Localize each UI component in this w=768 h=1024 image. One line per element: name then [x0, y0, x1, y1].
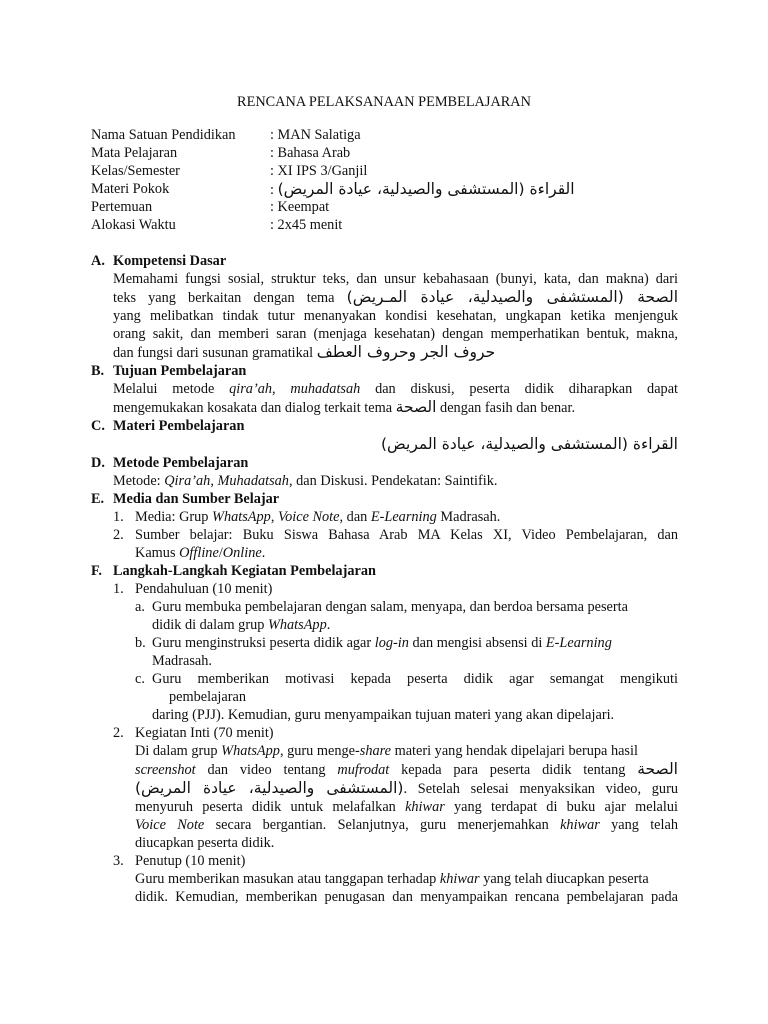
italic-term: khiwar — [560, 817, 600, 833]
italic-term: Muhadatsah — [217, 473, 289, 489]
list-item — [113, 526, 678, 562]
identity-value — [270, 180, 575, 199]
identity-label: Alokasi Waktu — [91, 217, 176, 233]
identity-value: : Keempat — [270, 199, 330, 215]
text-run: yang telah — [611, 817, 678, 833]
arabic-text: (المستشفى والصيدلية، عيادة المريض) — [135, 779, 404, 797]
section-heading — [91, 562, 678, 580]
italic-term: E-Learning — [545, 635, 612, 651]
text-run: Madrasah. — [440, 509, 501, 525]
arabic-text: الصحة — [395, 398, 437, 416]
section-title: Media dan Sumber Belajar — [113, 491, 280, 507]
italic-term: khiwar — [405, 799, 445, 815]
section-materi-pembelajaran — [91, 417, 678, 454]
paragraph-line — [135, 544, 678, 562]
paragraph-line: Madrasah. — [152, 653, 212, 669]
italic-term: WhatsApp — [267, 617, 327, 633]
section-title: Materi Pembelajaran — [113, 418, 245, 434]
paragraph-line — [135, 779, 678, 798]
paragraph-line — [135, 816, 678, 834]
text-run: kepada para peserta didik tentang — [401, 762, 626, 778]
list-letter: c. — [135, 671, 145, 687]
step-title: Pendahuluan (10 menit) — [135, 581, 273, 597]
text-run: menyuruh peserta didik untuk melafalkan — [135, 799, 396, 815]
text-run: dan fungsi dari susunan gramatikal — [113, 345, 314, 361]
arabic-text: الصحة (المستشفى والصيدلية، عيادة المـريض) — [346, 288, 679, 306]
section-letter: F. — [91, 563, 102, 579]
text-run: Guru menginstruksi peserta didik agar — [152, 635, 372, 651]
text-run: dengan fasih dan benar. — [440, 400, 576, 416]
section-letter: A. — [91, 253, 105, 269]
text-run: mengemukakan kosakata dan dialog terkait tema — [113, 400, 393, 416]
arabic-topic: القراءة (المستشفى والصيدلية، عيادة المريض) — [277, 180, 575, 198]
italic-term: WhatsApp — [221, 743, 280, 759]
section-text — [91, 472, 678, 490]
section-heading — [91, 362, 678, 380]
paragraph-line: Memahami fungsi sosial, struktur teks, dan unsur kebahasaan (bunyi, kata, dan makna) dari — [113, 271, 678, 287]
list-number: 2. — [113, 725, 124, 741]
section-letter: C. — [91, 418, 105, 434]
text-run: Di dalam grup — [135, 743, 218, 759]
section-letter: E. — [91, 491, 105, 507]
paragraph-line: didik. Kemudian, memberikan penugasan dan menyampaikan rencana pembelajaran pada — [135, 889, 678, 905]
list-letter: a. — [135, 599, 145, 615]
text-run: dan mengisi absensi di — [412, 635, 543, 651]
text-run: . — [261, 545, 266, 561]
italic-term: share — [359, 743, 392, 759]
paragraph-line: diucapkan peserta didik. — [135, 835, 275, 851]
lettered-list — [135, 598, 678, 724]
paragraph-line — [113, 380, 678, 398]
list-number: 2. — [113, 527, 124, 543]
section-text — [91, 270, 678, 362]
paragraph-line: yang melibatkan tindak tutur menanyakan kondisi kesehatan, ungkapan ketika menjenguk — [113, 308, 678, 324]
list-item-pendahuluan — [113, 580, 678, 724]
italic-term: khiwar — [439, 871, 480, 887]
paragraph-line — [113, 343, 678, 362]
paragraph-line: daring (PJJ). Kemudian, guru menyampaikan tujuan materi yang akan dipelajari. — [152, 707, 615, 723]
text-run: didik di dalam grup — [152, 617, 265, 633]
identity-label: Kelas/Semester — [91, 163, 180, 179]
text-run: / — [218, 545, 223, 561]
paragraph-line — [135, 508, 678, 526]
italic-term: Qira’ah — [164, 473, 211, 489]
paragraph-line: orang sakit, dan memberi saran (menjaga kesehatan) dengan memperhatikan bentuk, makna, — [113, 326, 678, 342]
italic-term: Voice Note — [277, 509, 340, 525]
section-title: Kompetensi Dasar — [113, 253, 227, 269]
section-kompetensi-dasar — [91, 252, 678, 362]
paragraph-line — [152, 616, 678, 634]
italic-term: screenshot — [135, 762, 196, 778]
italic-term: mufrodat — [337, 762, 390, 778]
list-item-kegiatan-inti — [113, 724, 678, 852]
paragraph-line — [113, 288, 678, 307]
italic-term: log-in — [374, 635, 409, 651]
section-heading — [91, 454, 678, 472]
paragraph-line — [113, 398, 678, 417]
list-number: 1. — [113, 509, 124, 525]
section-metode-pembelajaran — [91, 454, 678, 490]
numbered-list — [91, 508, 678, 562]
paragraph-line: Guru memberikan motivasi kepada peserta didik agar semangat mengikuti — [152, 671, 678, 687]
identity-value: : Bahasa Arab — [270, 145, 351, 161]
text-run: materi yang hendak dipelajari berupa hasil — [394, 743, 638, 759]
section-heading — [91, 490, 678, 508]
list-item — [135, 598, 678, 634]
identity-value: : MAN Salatiga — [270, 127, 361, 143]
identity-label: Pertemuan — [91, 199, 153, 215]
section-langkah-kegiatan — [91, 562, 678, 906]
text-run: Kamus — [135, 545, 176, 561]
section-tujuan-pembelajaran — [91, 362, 678, 417]
colon: : — [270, 182, 274, 198]
arabic-text: الصحة — [637, 760, 678, 778]
list-letter: b. — [135, 635, 146, 651]
text-run: dan diskusi, peserta didik diharapkan dapat — [375, 381, 679, 397]
step-title: Kegiatan Inti (70 menit) — [135, 725, 274, 741]
list-item — [113, 508, 678, 526]
paragraph-line — [135, 870, 678, 888]
text-run: yang terdapat di buku ajar melalui — [454, 799, 678, 815]
paragraph-line: Guru membuka pembelajaran dengan salam, menyapa, dan berdoa bersama peserta — [152, 599, 628, 615]
italic-term: muhadatsah — [290, 381, 361, 397]
arabic-text: القراءة (المستشفى والصيدلية، عيادة المريض) — [380, 435, 678, 453]
identity-value: : XI IPS 3/Ganjil — [270, 163, 368, 179]
section-title: Metode Pembelajaran — [113, 455, 249, 471]
numbered-list — [91, 580, 678, 906]
list-number: 3. — [113, 853, 124, 869]
paragraph-line — [135, 798, 678, 816]
italic-term: E-Learning — [370, 509, 437, 525]
italic-term: WhatsApp — [212, 509, 271, 525]
step-title: Penutup (10 menit) — [135, 853, 246, 869]
section-text — [91, 435, 678, 454]
section-title: Langkah-Langkah Kegiatan Pembelajaran — [113, 563, 376, 579]
text-run: Guru memberikan masukan atau tanggapan terhadap — [135, 871, 437, 887]
italic-term: Voice Note — [135, 817, 205, 833]
text-run: Melalui metode — [113, 381, 215, 397]
section-media-sumber — [91, 490, 678, 562]
paragraph-line — [152, 634, 678, 652]
identity-label: Nama Satuan Pendidikan — [91, 127, 236, 143]
text-run: , — [272, 381, 276, 397]
text-run: dan video tentang — [207, 762, 326, 778]
paragraph-line — [135, 742, 678, 760]
text-run: . — [326, 617, 331, 633]
italic-term: Offline — [179, 545, 219, 561]
list-item — [135, 634, 678, 670]
paragraph-line — [135, 760, 678, 779]
list-number: 1. — [113, 581, 124, 597]
list-item — [135, 670, 678, 724]
paragraph-line: Sumber belajar: Buku Siswa Bahasa Arab MA Kelas XI, Video Pembelajaran, dan — [135, 527, 678, 543]
paragraph-line — [113, 472, 678, 490]
text-run: . Setelah selesai menyaksikan video, guru — [403, 781, 678, 797]
text-run: Metode: — [113, 473, 161, 489]
identity-label: Mata Pelajaran — [91, 145, 178, 161]
section-heading — [91, 252, 678, 270]
identity-value: : 2x45 menit — [270, 217, 343, 233]
identity-label: Materi Pokok — [91, 181, 170, 197]
paragraph-line: pembelajaran — [169, 689, 246, 705]
section-title: Tujuan Pembelajaran — [113, 363, 247, 379]
section-text — [91, 380, 678, 417]
section-heading — [91, 417, 678, 435]
italic-term: Online — [222, 545, 262, 561]
document-title: RENCANA PELAKSANAAN PEMBELAJARAN — [237, 94, 531, 110]
text-run: secara bergantian. Selanjutnya, guru menerjemahkan — [215, 817, 549, 833]
text-run: , dan Diskusi. Pendekatan: Saintifik. — [288, 473, 498, 489]
text-run: , dan — [339, 509, 368, 525]
text-run: yang telah diucapkan peserta — [483, 871, 649, 887]
text-run: teks yang berkaitan dengan tema — [113, 290, 335, 306]
italic-term: qira’ah — [229, 381, 273, 397]
document-body — [91, 252, 678, 906]
section-letter: B. — [91, 363, 105, 379]
section-letter: D. — [91, 455, 105, 471]
arabic-text: حروف الجر وحروف العطف — [316, 343, 496, 361]
text-run: , — [210, 473, 214, 489]
list-item-penutup — [113, 852, 678, 906]
text-run: , guru menge- — [279, 743, 360, 759]
text-run: Media: Grup — [135, 509, 209, 525]
text-run: , — [270, 509, 275, 525]
